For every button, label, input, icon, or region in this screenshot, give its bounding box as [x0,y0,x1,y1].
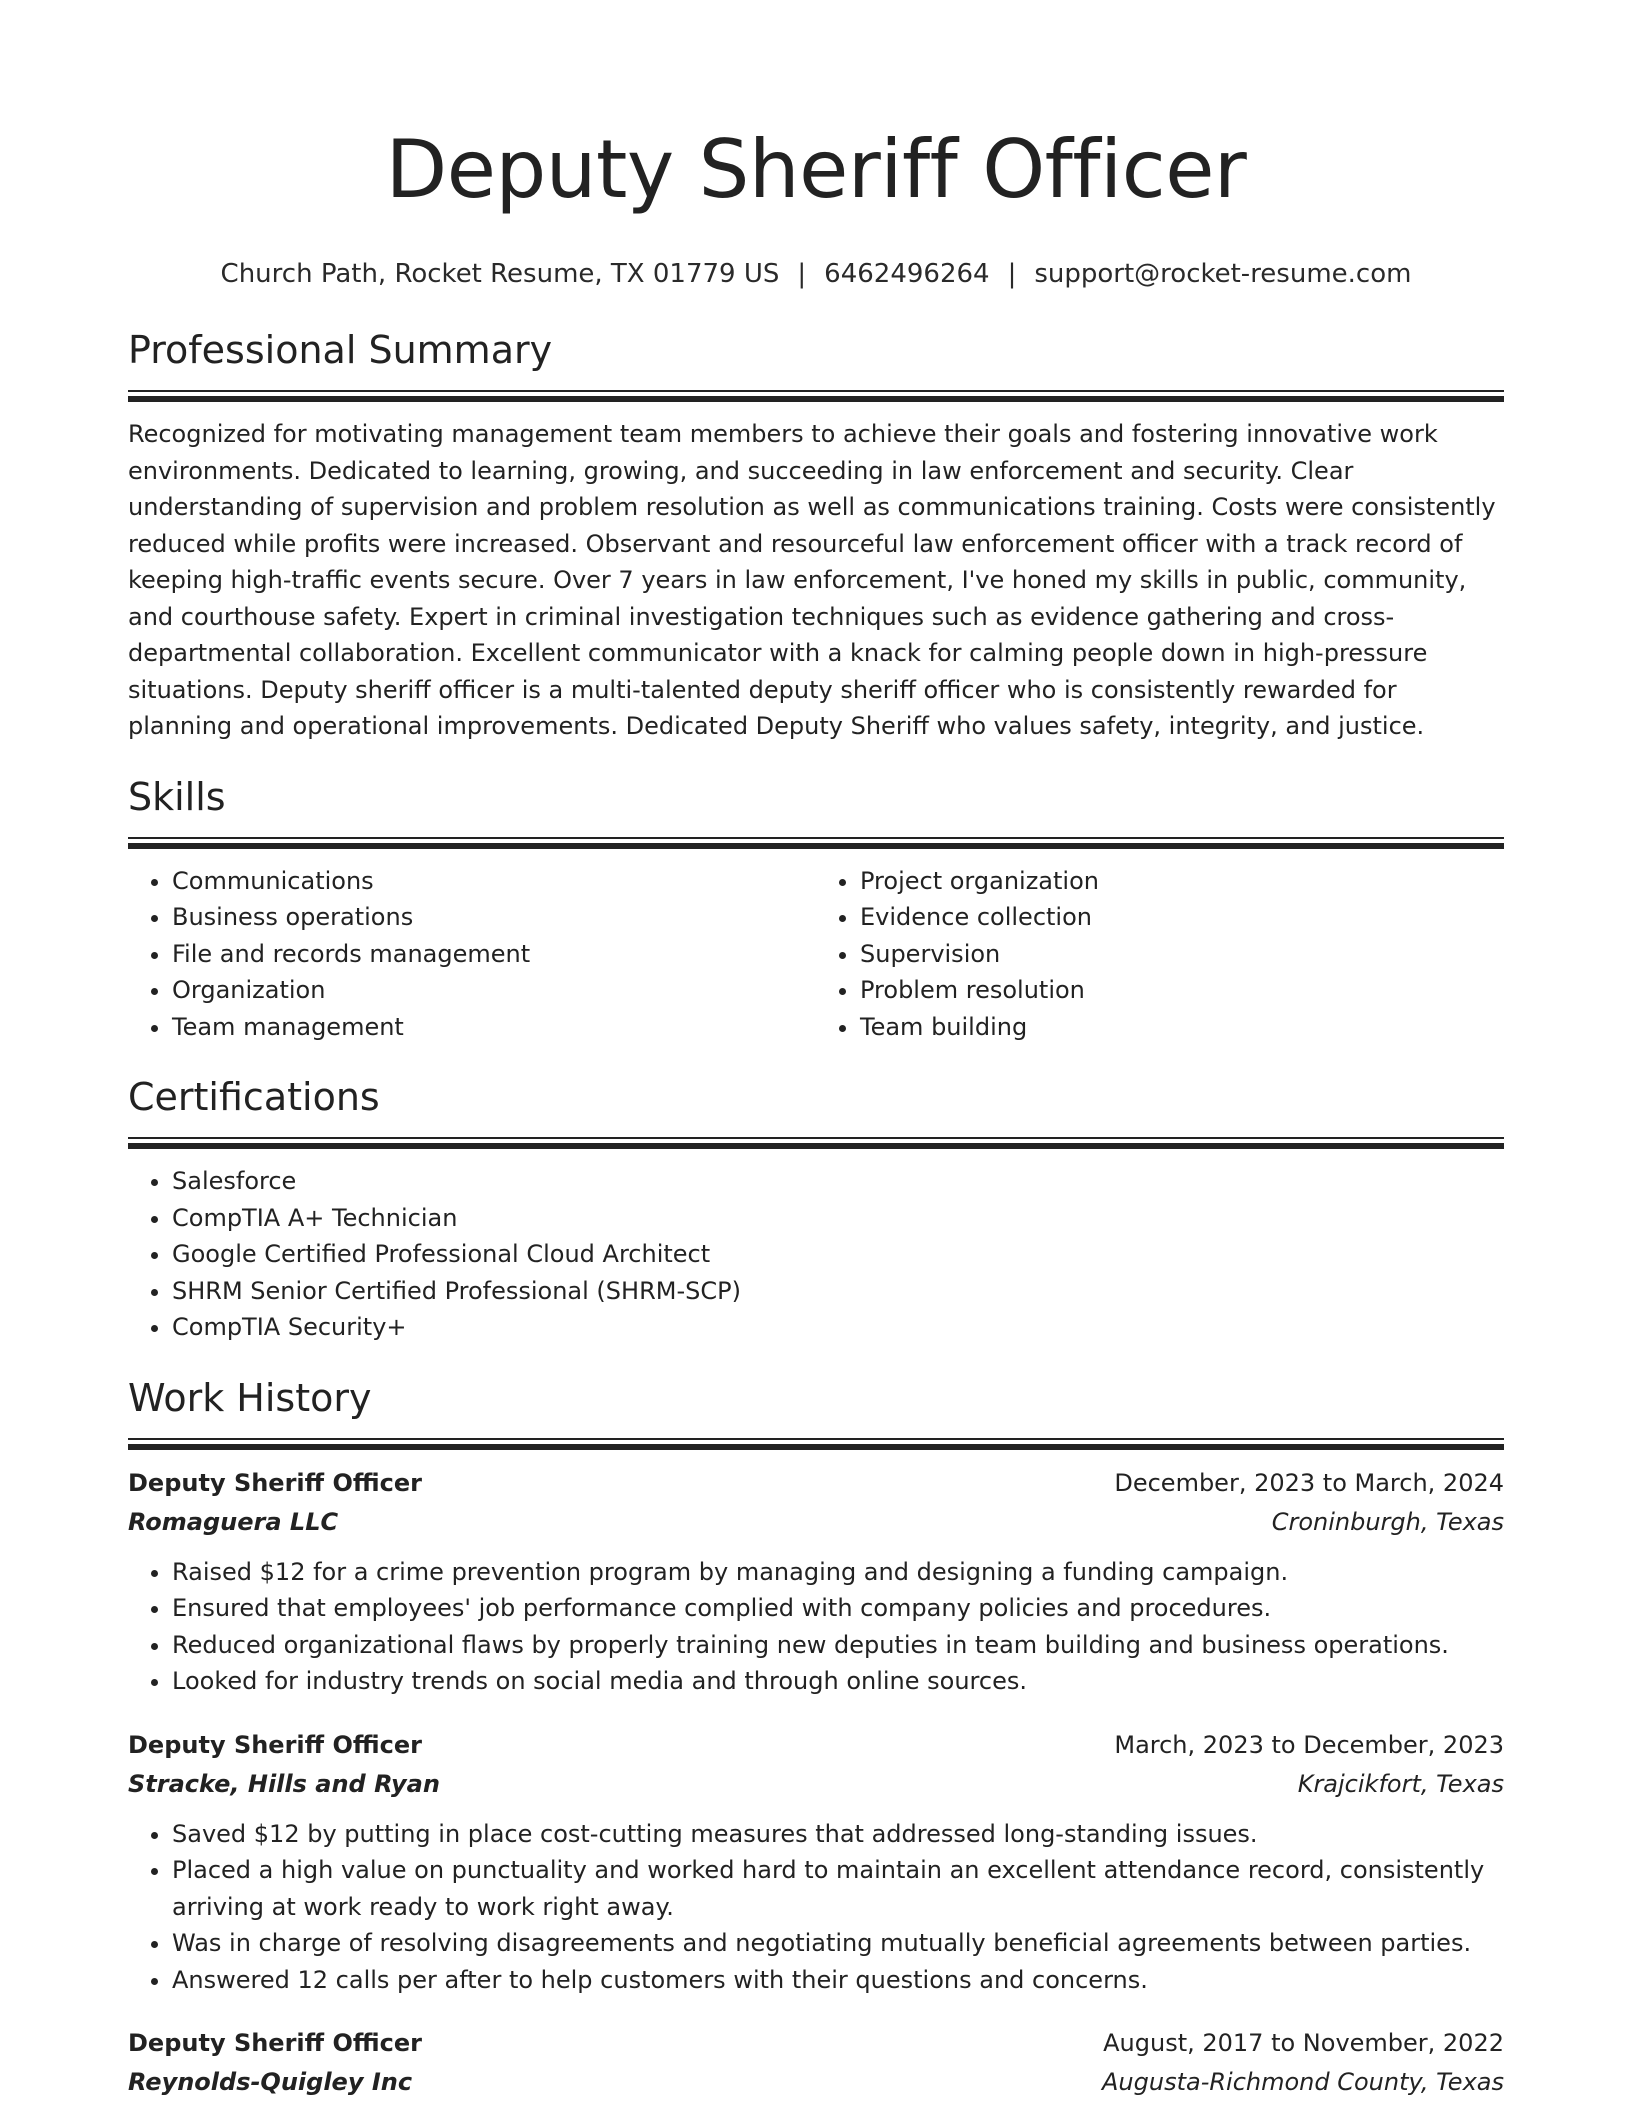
work-history-section [128,1370,1504,2103]
certifications-section [128,1069,1504,1346]
contact-address: Church Path, Rocket Resume, TX 01779 US [220,259,780,289]
skills-column-right [816,863,1504,1046]
certification-item: • SHRM Senior Certified Professional (SHRM-SCP) [172,1273,1504,1310]
work-history-heading: Work History [128,1375,372,1420]
job-header-row [128,1464,1504,1503]
job-header-row [128,2024,1504,2063]
certification-item: • Salesforce [172,1163,1504,1200]
section-divider [128,390,1504,402]
contact-email: support@rocket-resume.com [1034,259,1412,289]
job-company-row [128,2063,1504,2102]
certifications-list [128,1163,1504,1346]
job-location: Krajcikfort, Texas [1297,1769,1504,1798]
certifications-heading: Certifications [128,1075,380,1119]
job-bullets [128,1816,1504,1999]
skill-item: • Team management [172,1009,816,1046]
job-location: Augusta-Richmond County, Texas [1102,2068,1504,2096]
summary-heading: Professional Summary [128,328,553,372]
job-entry [128,1464,1504,1700]
job-title: Deputy Sheriff Officer [128,2029,422,2057]
skills-list-right [816,863,1504,1046]
job-title: Deputy Sheriff Officer [128,1468,422,1497]
skill-item: • File and records management [172,936,816,973]
certification-item: • CompTIA A+ Technician [172,1200,1504,1237]
job-bullet: • Placed a high value on punctuality and worked hard to maintain an excellent attendance record, consistently arriving at work ready to work right away. [172,1852,1504,1925]
job-bullets [128,1554,1504,1700]
job-company: Stracke, Hills and Ryan [128,1769,440,1798]
contact-separator: | [797,259,807,289]
skill-item: • Project organization [860,863,1504,900]
job-location: Croninburgh, Texas [1271,1507,1504,1536]
job-header-row [128,1726,1504,1765]
skills-heading: Skills [128,774,226,819]
skill-item: • Problem resolution [860,972,1504,1009]
summary-section [128,322,1504,745]
skill-item: • Communications [172,863,816,900]
job-bullet: • Saved $12 by putting in place cost-cutting measures that addressed long-standing issues. [172,1816,1504,1853]
skills-section [128,769,1504,1046]
skill-item: • Business operations [172,899,816,936]
contact-separator: | [1007,259,1017,289]
job-entry [128,1726,1504,1999]
candidate-name: Deputy Sheriff Officer [385,123,1247,216]
job-dates: December, 2023 to March, 2024 [1114,1468,1504,1497]
job-bullet: • Ensured that employees' job performance complied with company policies and procedures. [172,1590,1504,1627]
job-bullet: • Looked for industry trends on social media and through online sources. [172,1663,1504,1700]
job-company-row [128,1765,1504,1804]
skills-list-left [128,863,816,1046]
job-company: Romaguera LLC [128,1507,339,1536]
certification-item: • CompTIA Security+ [172,1309,1504,1346]
job-bullet: • Reduced organizational flaws by properly training new deputies in team building and business operations. [172,1627,1504,1664]
contact-line [128,256,1504,292]
job-bullet: • Was in charge of resolving disagreements and negotiating mutually beneficial agreements between parties. [172,1925,1504,1962]
job-company-row [128,1503,1504,1542]
job-title: Deputy Sheriff Officer [128,1730,422,1759]
skills-grid [128,863,1504,1046]
job-entry [128,2024,1504,2102]
section-divider [128,837,1504,849]
skill-item: • Organization [172,972,816,1009]
job-bullet: • Answered 12 calls per after to help customers with their questions and concerns. [172,1962,1504,1999]
skill-item: • Team building [860,1009,1504,1046]
skill-item: • Evidence collection [860,899,1504,936]
summary-text: Recognized for motivating management team members to achieve their goals and fostering innovative work environments. Dedicated to learning, growing, and succeeding in law enforcement and security. Clear understanding of supervision and problem resolution as well as communications training. Costs were consistently reduced while profits were increased. Observant and resourceful law enforcement officer with a track record of keeping high-traffic events secure. Over 7 years in law enforcement, I've honed my skills in public, community, and courthouse safety. Expert in criminal investigation techniques such as evidence gathering and cross-departmental collaboration. Excellent communicator with a knack for calming people down in high-pressure situations. Deputy sheriff officer is a multi-talented deputy sheriff officer who is consistently rewarded for planning and operational improvements. Dedicated Deputy Sheriff who values safety, integrity, and justice. [128,420,1496,740]
section-divider [128,1137,1504,1149]
job-company: Reynolds-Quigley Inc [128,2068,413,2096]
job-dates: August, 2017 to November, 2022 [1103,2029,1504,2057]
skills-column-left [128,863,816,1046]
contact-phone: 6462496264 [824,259,990,289]
jobs-list [128,1464,1504,2103]
section-divider [128,1438,1504,1450]
job-dates: March, 2023 to December, 2023 [1114,1730,1504,1759]
job-bullet: • Raised $12 for a crime prevention program by managing and designing a funding campaign. [172,1554,1504,1591]
skill-item: • Supervision [860,936,1504,973]
certification-item: • Google Certified Professional Cloud Architect [172,1236,1504,1273]
